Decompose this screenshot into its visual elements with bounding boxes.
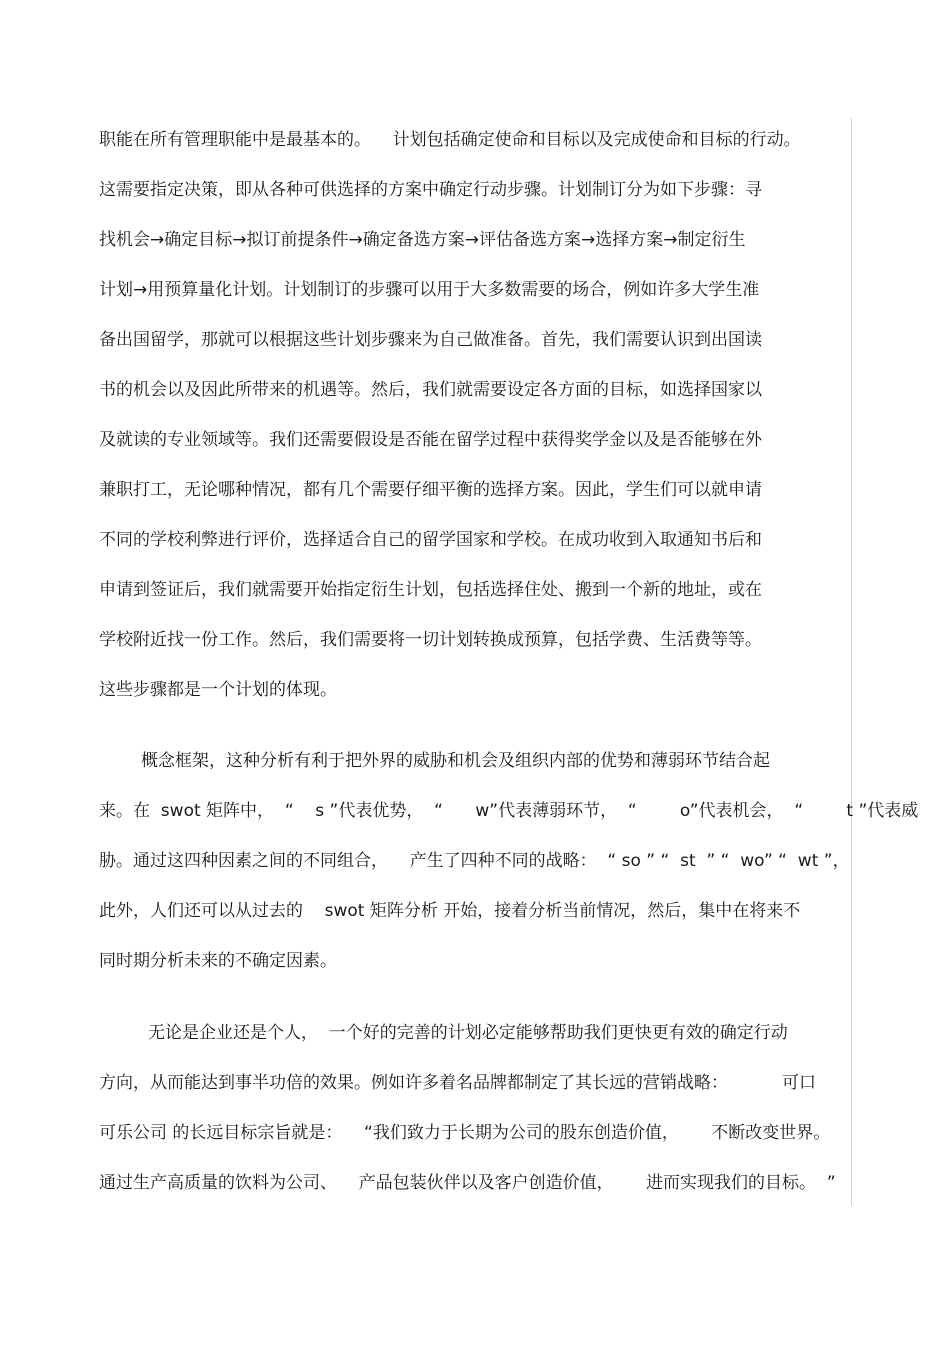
paragraph1-line-1: 职能在所有管理职能中是最基本的。 计划包括确定使命和目标以及完成使命和目标的行动。 xyxy=(99,130,801,150)
paragraph2-line-3: 胁。通过这四种因素之间的不同组合， 产生了四种不同的战略： “ so ” “ st ” “ wo” “ wt ”， xyxy=(99,851,850,871)
paragraph1-line-8: 兼职打工，无论哪种情况，都有几个需要仔细平衡的选择方案。因此，学生们可以就申请 xyxy=(99,480,762,500)
paragraph1-line-7: 及就读的专业领域等。我们还需要假设是否能在留学过程中获得奖学金以及是否能够在外 xyxy=(99,430,762,450)
paragraph1-line-2: 这需要指定决策，即从各种可供选择的方案中确定行动步骤。计划制订分为如下步骤：寻 xyxy=(99,180,762,200)
paragraph3-line-1: 无论是企业还是个人， 一个好的完善的计划必定能够帮助我们更快更有效的确定行动 xyxy=(148,1023,788,1043)
paragraph1-line-9: 不同的学校利弊进行评价，选择适合自己的留学国家和学校。在成功收到入取通知书后和 xyxy=(99,530,762,550)
paragraph1-line-3: 找机会→确定目标→拟订前提条件→确定备选方案→评估备选方案→选择方案→制定衍生 xyxy=(99,230,746,250)
paragraph1-line-11: 学校附近找一份工作。然后，我们需要将一切计划转换成预算，包括学费、生活费等等。 xyxy=(99,630,762,650)
paragraph2-line-1: 概念框架，这种分析有利于把外界的威胁和机会及组织内部的优势和薄弱环节结合起 xyxy=(141,751,770,771)
paragraph1-line-10: 申请到签证后，我们就需要开始指定衍生计划，包括选择住处、搬到一个新的地址，或在 xyxy=(99,580,762,600)
paragraph1-line-5: 备出国留学，那就可以根据这些计划步骤来为自己做准备。首先，我们需要认识到出国读 xyxy=(99,330,762,350)
paragraph3-line-3: 可乐公司 的长远目标宗旨就是： “我们致力于长期为公司的股东创造价值， 不断改变世界。 xyxy=(99,1123,831,1143)
paragraph2-line-2: 来。在 swot 矩阵中， “ s ”代表优势， “ w”代表薄弱环节， “ o”代表机会， “ t ”代表威 xyxy=(99,801,919,821)
paragraph1-line-6: 书的机会以及因此所带来的机遇等。然后，我们就需要设定各方面的目标，如选择国家以 xyxy=(99,380,762,400)
paragraph1-line-4: 计划→用预算量化计划。计划制订的步骤可以用于大多数需要的场合，例如许多大学生准 xyxy=(99,280,760,300)
right-margin-rule xyxy=(851,118,852,1206)
paragraph1-line-12: 这些步骤都是一个计划的体现。 xyxy=(99,680,337,700)
paragraph3-line-2: 方向，从而能达到事半功倍的效果。例如许多着名品牌都制定了其长远的营销战略： 可口 xyxy=(99,1073,817,1093)
paragraph2-line-4: 此外，人们还可以从过去的 swot 矩阵分析 开始，接着分析当前情况，然后，集中在将来不 xyxy=(99,901,801,921)
paragraph3-line-4: 通过生产高质量的饮料为公司、 产品包装伙伴以及客户创造价值， 进而实现我们的目标。 ” xyxy=(99,1173,836,1193)
paragraph2-line-5: 同时期分析未来的不确定因素。 xyxy=(99,951,337,971)
